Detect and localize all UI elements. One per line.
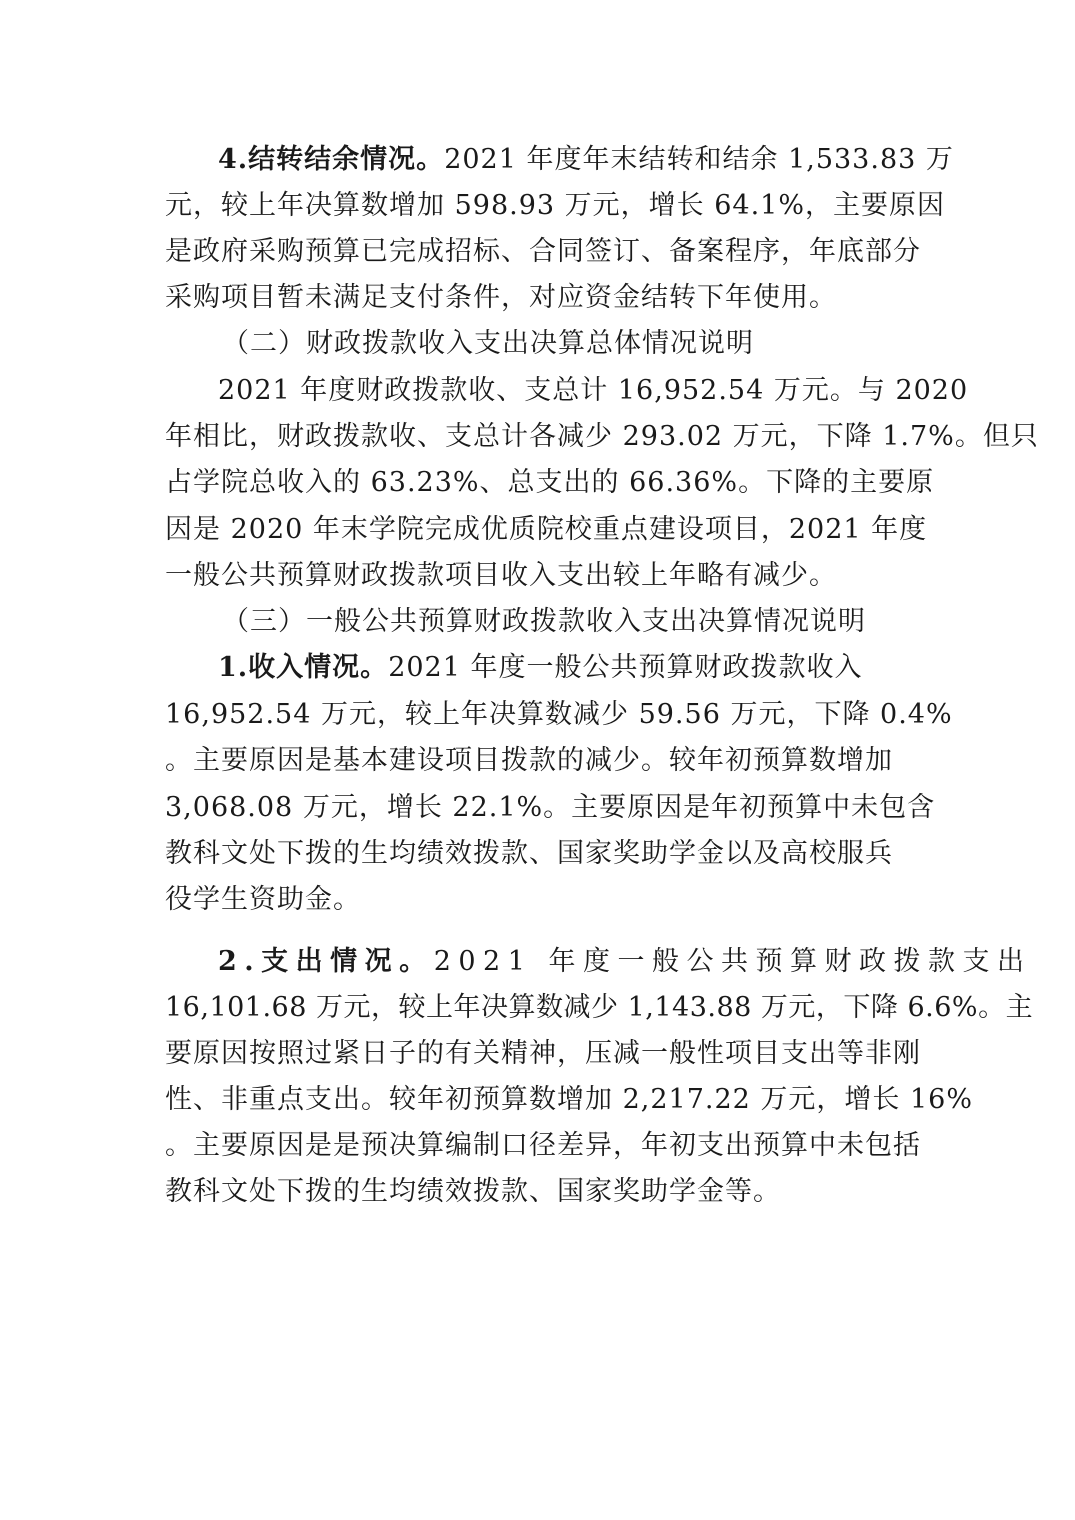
paragraph-line: 采购项目暂未满足支付条件，对应资金结转下年使用。	[165, 282, 837, 313]
paragraph-line: 因是 2020 年末学院完成优质院校重点建设项目，2021 年度	[165, 514, 928, 545]
section-heading-2: （二）财政拨款收入支出决算总体情况说明	[222, 328, 754, 359]
paragraph-line: 役学生资助金。	[165, 884, 361, 915]
paragraph-line: 2021 年度财政拨款收、支总计 16,952.54 万元。与 2020	[218, 375, 969, 406]
paragraph-line	[218, 140, 954, 180]
paragraph-line: 占学院总收入的 63.23%、总支出的 66.36%。下降的主要原	[165, 467, 935, 498]
line-text: 2021 年度年末结转和结余 1,533.83 万	[444, 144, 954, 175]
section-lead-carryover: 4.结转结余情况。	[218, 144, 445, 175]
paragraph-line: 16,952.54 万元，较上年决算数减少 59.56 万元，下降 0.4%	[165, 699, 953, 730]
paragraph-line: 要原因按照过紧日子的有关精神，压减一般性项目支出等非刚	[165, 1038, 921, 1069]
paragraph-line	[218, 648, 862, 688]
paragraph-line: 教科文处下拨的生均绩效拨款、国家奖助学金以及高校服兵	[165, 838, 893, 869]
paragraph-line: 性、非重点支出。较年初预算数增加 2,217.22 万元，增长 16%	[165, 1084, 973, 1115]
paragraph-line: 3,068.08 万元，增长 22.1%。主要原因是年初预算中未包含	[165, 792, 936, 823]
paragraph-line: 是政府采购预算已完成招标、合同签订、备案程序，年底部分	[165, 236, 921, 267]
paragraph-line: 教科文处下拨的生均绩效拨款、国家奖助学金等。	[165, 1176, 781, 1207]
section-heading-3: （三）一般公共预算财政拨款收入支出决算情况说明	[222, 606, 866, 637]
paragraph-line: 16,101.68 万元，较上年决算数减少 1,143.88 万元，下降 6.6%。主	[165, 992, 1034, 1023]
paragraph-line: 元，较上年决算数增加 598.93 万元，增长 64.1%，主要原因	[165, 190, 945, 221]
paragraph-line: 年相比，财政拨款收、支总计各减少 293.02 万元，下降 1.7%。但只	[165, 421, 1039, 452]
paragraph-line: 一般公共预算财政拨款项目收入支出较上年略有减少。	[165, 560, 837, 591]
section-lead-expense: 2.支出情况。	[218, 946, 434, 977]
paragraph-line: 。主要原因是基本建设项目拨款的减少。较年初预算数增加	[165, 745, 893, 776]
section-lead-income: 1.收入情况。	[218, 652, 389, 683]
paragraph-line: 。主要原因是是预决算编制口径差异，年初支出预算中未包括	[165, 1130, 921, 1161]
paragraph-line	[218, 942, 1031, 982]
line-text: 2021 年度一般公共预算财政拨款支出	[433, 946, 1032, 977]
line-text: 2021 年度一般公共预算财政拨款收入	[388, 652, 863, 683]
